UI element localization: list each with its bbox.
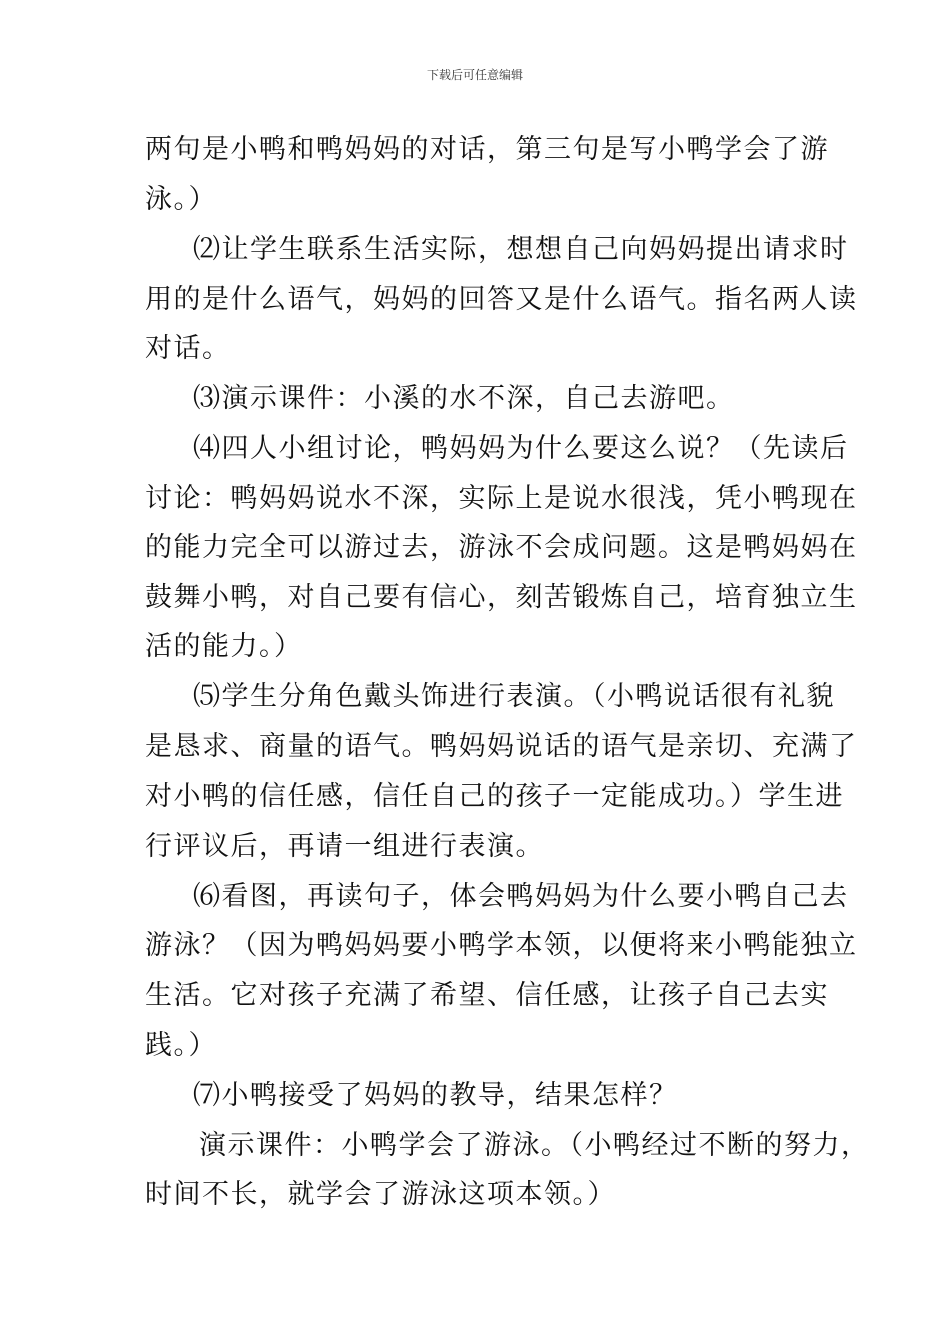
text-line: 对话。 [145, 333, 231, 364]
text-line: 用的是什么语气，妈妈的回答又是什么语气。指名两人读 [145, 284, 858, 315]
text-line: 游泳？（因为鸭妈妈要小鸭学本领，以便将来小鸭能独立 [145, 930, 858, 961]
text-line: ⑵让学生联系生活实际，想想自己向妈妈提出请求时 [193, 234, 849, 265]
text-line: 的能力完全可以游过去，游泳不会成问题。这是鸭妈妈在 [145, 532, 858, 563]
text-line: 对小鸭的信任感，信任自己的孩子一定能成功。）学生进 [145, 781, 844, 812]
text-line: 活的能力。） [145, 631, 303, 662]
text-line: 鼓舞小鸭，对自己要有信心，刻苦锻炼自己，培育独立生 [145, 582, 858, 613]
text-line: ⑸学生分角色戴头饰进行表演。（小鸭说话很有礼貌 [193, 681, 835, 712]
page-header: 下载后可任意编辑 [426, 68, 523, 82]
text-line: 两句是小鸭和鸭妈妈的对话，第三句是写小鸭学会了游 [145, 134, 829, 165]
text-line: 演示课件：小鸭学会了游泳。（小鸭经过不断的努力， [199, 1130, 870, 1161]
text-line: 泳。） [145, 184, 217, 215]
text-line: ⑷四人小组讨论，鸭妈妈为什么要这么说？（先读后 [193, 433, 849, 464]
text-line: 是恳求、商量的语气。鸭妈妈说话的语气是亲切、充满了 [145, 731, 858, 762]
text-line: ⑹看图，再读句子，体会鸭妈妈为什么要小鸭自己去 [193, 881, 849, 912]
text-line: 时间不长，就学会了游泳这项本领。） [145, 1179, 616, 1210]
text-line: 践。） [145, 1030, 217, 1061]
text-line: 行评议后，再请一组进行表演。 [145, 831, 544, 862]
text-line: ⑶演示课件：小溪的水不深，自己去游吧。 [193, 383, 735, 414]
text-line: 讨论：鸭妈妈说水不深，实际上是说水很浅，凭小鸭现在 [145, 483, 858, 514]
text-line: ⑺小鸭接受了妈妈的教导，结果怎样？ [193, 1080, 678, 1111]
text-line: 生活。它对孩子充满了希望、信任感，让孩子自己去实 [145, 980, 829, 1011]
